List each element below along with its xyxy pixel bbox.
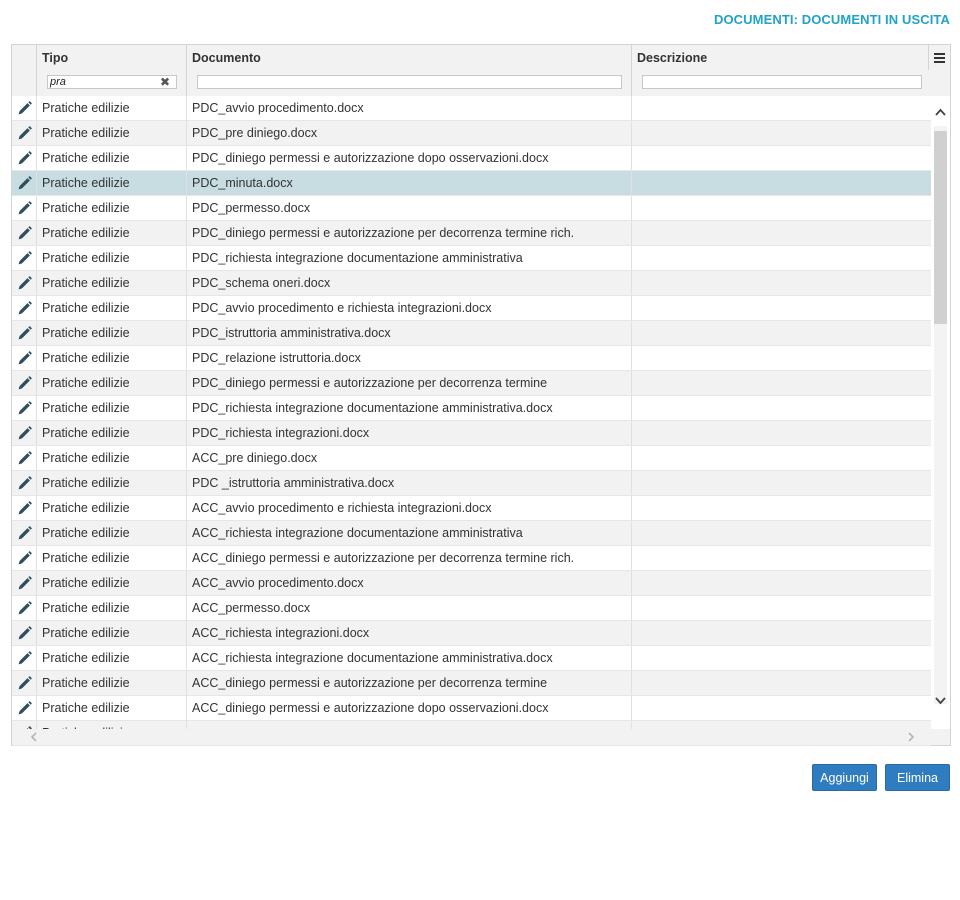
- cell-tipo[interactable]: Pratiche edilizie: [37, 646, 187, 670]
- edit-cell[interactable]: [12, 471, 37, 495]
- page-title: DOCUMENTI: DOCUMENTI IN USCITA: [713, 12, 950, 27]
- edit-cell[interactable]: [12, 121, 37, 145]
- pencil-icon[interactable]: [16, 225, 33, 242]
- vertical-scroll-track[interactable]: [934, 126, 947, 704]
- table-row[interactable]: [12, 646, 931, 671]
- table-row[interactable]: [12, 596, 931, 621]
- cell-tipo[interactable]: Pratiche edilizie: [37, 296, 187, 320]
- cell-tipo[interactable]: Pratiche edilizie: [37, 421, 187, 445]
- horizontal-scrollbar[interactable]: [12, 729, 950, 745]
- pencil-icon[interactable]: [16, 650, 33, 667]
- cell-descrizione[interactable]: [632, 371, 931, 395]
- cell-descrizione[interactable]: [632, 296, 931, 320]
- hamburger-menu-icon: [934, 53, 945, 55]
- table-row[interactable]: [12, 371, 931, 396]
- cell-tipo[interactable]: Pratiche edilizie: [37, 671, 187, 695]
- edit-cell[interactable]: [12, 646, 37, 670]
- pencil-icon[interactable]: [16, 525, 33, 542]
- pencil-icon[interactable]: [16, 400, 33, 417]
- cell-descrizione[interactable]: [632, 421, 931, 445]
- edit-cell[interactable]: [12, 621, 37, 645]
- edit-cell[interactable]: [12, 221, 37, 245]
- pencil-icon[interactable]: [16, 350, 33, 367]
- cell-documento[interactable]: ACC_richiesta integrazione documentazione amministrativa: [187, 521, 632, 545]
- edit-cell[interactable]: [12, 196, 37, 220]
- grid-body[interactable]: [12, 96, 931, 729]
- cell-tipo[interactable]: Pratiche edilizie: [37, 221, 187, 245]
- documents-grid: [11, 44, 951, 746]
- edit-cell[interactable]: [12, 396, 37, 420]
- edit-cell[interactable]: [12, 521, 37, 545]
- cell-tipo[interactable]: Pratiche edilizie: [37, 696, 187, 720]
- cell-tipo[interactable]: Pratiche edilizie: [37, 546, 187, 570]
- vertical-scrollbar[interactable]: [931, 96, 950, 729]
- cell-descrizione[interactable]: [632, 346, 931, 370]
- cell-documento[interactable]: PDC_diniego permessi e autorizzazione per decorrenza termine rich.: [187, 221, 632, 245]
- delete-button[interactable]: Elimina: [885, 764, 950, 791]
- column-title-tipo[interactable]: Tipo: [42, 51, 69, 65]
- cell-documento[interactable]: PDC_richiesta integrazione documentazione amministrativa.docx: [187, 396, 632, 420]
- cell-tipo[interactable]: Pratiche edilizie: [37, 321, 187, 345]
- edit-cell[interactable]: [12, 446, 37, 470]
- cell-tipo[interactable]: Pratiche edilizie: [37, 521, 187, 545]
- clear-filter-icon[interactable]: ✖: [159, 75, 170, 89]
- edit-cell[interactable]: [12, 546, 37, 570]
- pencil-icon[interactable]: [16, 475, 33, 492]
- cell-descrizione[interactable]: [632, 496, 931, 520]
- edit-cell[interactable]: [12, 171, 37, 195]
- cell-documento[interactable]: PDC_avvio procedimento e richiesta integrazioni.docx: [187, 296, 632, 320]
- pencil-icon[interactable]: [16, 450, 33, 467]
- column-menu-button[interactable]: [928, 45, 950, 70]
- chevron-left-icon[interactable]: [28, 731, 40, 743]
- column-title-documento[interactable]: Documento: [192, 51, 261, 65]
- table-row[interactable]: [12, 146, 931, 171]
- cell-documento[interactable]: PDC_permesso.docx: [187, 196, 632, 220]
- pencil-icon[interactable]: [16, 675, 33, 692]
- cell-descrizione[interactable]: [632, 396, 931, 420]
- edit-cell[interactable]: [12, 421, 37, 445]
- vertical-scroll-thumb[interactable]: [934, 131, 947, 324]
- cell-descrizione[interactable]: [632, 171, 931, 195]
- pencil-icon[interactable]: [16, 300, 33, 317]
- table-row[interactable]: [12, 621, 931, 646]
- edit-cell[interactable]: [12, 346, 37, 370]
- edit-cell[interactable]: [12, 371, 37, 395]
- tipo-filter-input[interactable]: [47, 75, 177, 89]
- table-row[interactable]: [12, 96, 931, 121]
- cell-descrizione[interactable]: [632, 621, 931, 645]
- cell-descrizione[interactable]: [632, 221, 931, 245]
- cell-descrizione[interactable]: [632, 196, 931, 220]
- pencil-icon[interactable]: [16, 200, 33, 217]
- table-row[interactable]: [12, 196, 931, 221]
- pencil-icon[interactable]: [16, 275, 33, 292]
- edit-cell[interactable]: [12, 596, 37, 620]
- column-title-descrizione[interactable]: Descrizione: [637, 51, 708, 65]
- cell-descrizione[interactable]: [632, 596, 931, 620]
- header-edit-column: [12, 45, 37, 96]
- grid-header: [12, 45, 950, 97]
- cell-descrizione[interactable]: [632, 121, 931, 145]
- cell-tipo[interactable]: Pratiche edilizie: [37, 196, 187, 220]
- cell-documento[interactable]: PDC_avvio procedimento.docx: [187, 96, 632, 120]
- documento-filter-input[interactable]: [197, 75, 622, 89]
- pencil-icon[interactable]: [16, 325, 33, 342]
- table-row[interactable]: [12, 321, 931, 346]
- pencil-icon[interactable]: [16, 550, 33, 567]
- cell-tipo[interactable]: Pratiche edilizie: [37, 121, 187, 145]
- pencil-icon[interactable]: [16, 575, 33, 592]
- pencil-icon[interactable]: [16, 250, 33, 267]
- cell-documento[interactable]: ACC_diniego permessi e autorizzazione dopo osservazioni.docx: [187, 696, 632, 720]
- table-row[interactable]: [12, 421, 931, 446]
- cell-documento[interactable]: PDC_relazione istruttoria.docx: [187, 346, 632, 370]
- cell-tipo[interactable]: Pratiche edilizie: [37, 246, 187, 270]
- cell-tipo[interactable]: Pratiche edilizie: [37, 271, 187, 295]
- cell-descrizione[interactable]: [632, 96, 931, 120]
- cell-tipo[interactable]: Pratiche edilizie: [37, 146, 187, 170]
- table-row[interactable]: [12, 246, 931, 271]
- table-row[interactable]: [12, 496, 931, 521]
- chevron-up-icon[interactable]: [934, 106, 947, 119]
- cell-descrizione[interactable]: [632, 571, 931, 595]
- pencil-icon[interactable]: [16, 150, 33, 167]
- cell-tipo[interactable]: Pratiche edilizie: [37, 621, 187, 645]
- cell-tipo[interactable]: Pratiche edilizie: [37, 496, 187, 520]
- cell-descrizione[interactable]: [632, 321, 931, 345]
- table-row[interactable]: [12, 671, 931, 696]
- pencil-icon[interactable]: [16, 425, 33, 442]
- pencil-icon[interactable]: [16, 125, 33, 142]
- header-descrizione[interactable]: [632, 45, 928, 96]
- edit-cell[interactable]: [12, 271, 37, 295]
- cell-descrizione[interactable]: [632, 471, 931, 495]
- cell-descrizione[interactable]: [632, 271, 931, 295]
- cell-descrizione[interactable]: [632, 671, 931, 695]
- edit-cell[interactable]: [12, 571, 37, 595]
- cell-documento[interactable]: ACC_pre diniego.docx: [187, 446, 632, 470]
- table-row[interactable]: [12, 696, 931, 721]
- cell-tipo[interactable]: Pratiche edilizie: [37, 396, 187, 420]
- cell-documento[interactable]: PDC_istruttoria amministrativa.docx: [187, 321, 632, 345]
- cell-descrizione[interactable]: [632, 546, 931, 570]
- edit-cell[interactable]: [12, 146, 37, 170]
- cell-descrizione[interactable]: [632, 696, 931, 720]
- edit-cell[interactable]: [12, 671, 37, 695]
- table-row[interactable]: [12, 471, 931, 496]
- table-row[interactable]: [12, 521, 931, 546]
- cell-documento[interactable]: ACC_richiesta integrazioni.docx: [187, 621, 632, 645]
- edit-cell[interactable]: [12, 321, 37, 345]
- add-button[interactable]: Aggiungi: [812, 764, 877, 791]
- chevron-down-icon[interactable]: [934, 694, 947, 707]
- table-row[interactable]: [12, 346, 931, 371]
- cell-descrizione[interactable]: [632, 146, 931, 170]
- header-tipo[interactable]: [37, 45, 187, 96]
- cell-tipo[interactable]: Pratiche edilizie: [37, 171, 187, 195]
- pencil-icon[interactable]: [16, 700, 33, 717]
- pencil-icon[interactable]: [16, 600, 33, 617]
- table-row[interactable]: [12, 271, 931, 296]
- cell-tipo[interactable]: Pratiche edilizie: [37, 446, 187, 470]
- table-row[interactable]: [12, 571, 931, 596]
- cell-documento[interactable]: PDC_richiesta integrazione documentazione amministrativa: [187, 246, 632, 270]
- pencil-icon[interactable]: [16, 100, 33, 117]
- cell-descrizione[interactable]: [632, 446, 931, 470]
- cell-documento[interactable]: PDC_diniego permessi e autorizzazione dopo osservazioni.docx: [187, 146, 632, 170]
- tipo-filter-value: pra: [50, 76, 66, 88]
- edit-cell[interactable]: [12, 246, 37, 270]
- pencil-icon[interactable]: [16, 175, 33, 192]
- cell-documento[interactable]: ACC_richiesta integrazione documentazione amministrativa.docx: [187, 646, 632, 670]
- pencil-icon[interactable]: [16, 500, 33, 517]
- table-row[interactable]: [12, 446, 931, 471]
- cell-documento[interactable]: ACC_avvio procedimento e richiesta integrazioni.docx: [187, 496, 632, 520]
- cell-tipo[interactable]: Pratiche edilizie: [37, 96, 187, 120]
- edit-cell[interactable]: [12, 296, 37, 320]
- pencil-icon[interactable]: [16, 375, 33, 392]
- table-row[interactable]: [12, 171, 931, 196]
- edit-cell[interactable]: [12, 496, 37, 520]
- descrizione-filter-input[interactable]: [642, 75, 922, 89]
- cell-documento[interactable]: ACC_diniego permessi e autorizzazione per decorrenza termine: [187, 671, 632, 695]
- cell-documento[interactable]: PDC_richiesta integrazioni.docx: [187, 421, 632, 445]
- cell-tipo[interactable]: Pratiche edilizie: [37, 571, 187, 595]
- cell-documento[interactable]: PDC _istruttoria amministrativa.docx: [187, 471, 632, 495]
- cell-documento[interactable]: PDC_diniego permessi e autorizzazione per decorrenza termine: [187, 371, 632, 395]
- table-row[interactable]: [12, 121, 931, 146]
- table-row[interactable]: [12, 221, 931, 246]
- cell-documento[interactable]: ACC_avvio procedimento.docx: [187, 571, 632, 595]
- cell-tipo[interactable]: Pratiche edilizie: [37, 346, 187, 370]
- edit-cell[interactable]: [12, 96, 37, 120]
- pencil-icon[interactable]: [16, 625, 33, 642]
- cell-tipo[interactable]: Pratiche edilizie: [37, 471, 187, 495]
- cell-descrizione[interactable]: [632, 246, 931, 270]
- cell-documento[interactable]: ACC_permesso.docx: [187, 596, 632, 620]
- edit-cell[interactable]: [12, 696, 37, 720]
- header-documento[interactable]: [187, 45, 632, 96]
- table-row[interactable]: [12, 296, 931, 321]
- chevron-right-icon[interactable]: [905, 731, 917, 743]
- table-row[interactable]: [12, 546, 931, 571]
- cell-documento[interactable]: PDC_schema oneri.docx: [187, 271, 632, 295]
- cell-tipo[interactable]: Pratiche edilizie: [37, 371, 187, 395]
- cell-descrizione[interactable]: [632, 646, 931, 670]
- table-row[interactable]: [12, 396, 931, 421]
- cell-tipo[interactable]: Pratiche edilizie: [37, 596, 187, 620]
- cell-descrizione[interactable]: [632, 521, 931, 545]
- cell-documento[interactable]: PDC_minuta.docx: [187, 171, 632, 195]
- cell-documento[interactable]: ACC_diniego permessi e autorizzazione per decorrenza termine rich.: [187, 546, 632, 570]
- cell-documento[interactable]: PDC_pre diniego.docx: [187, 121, 632, 145]
